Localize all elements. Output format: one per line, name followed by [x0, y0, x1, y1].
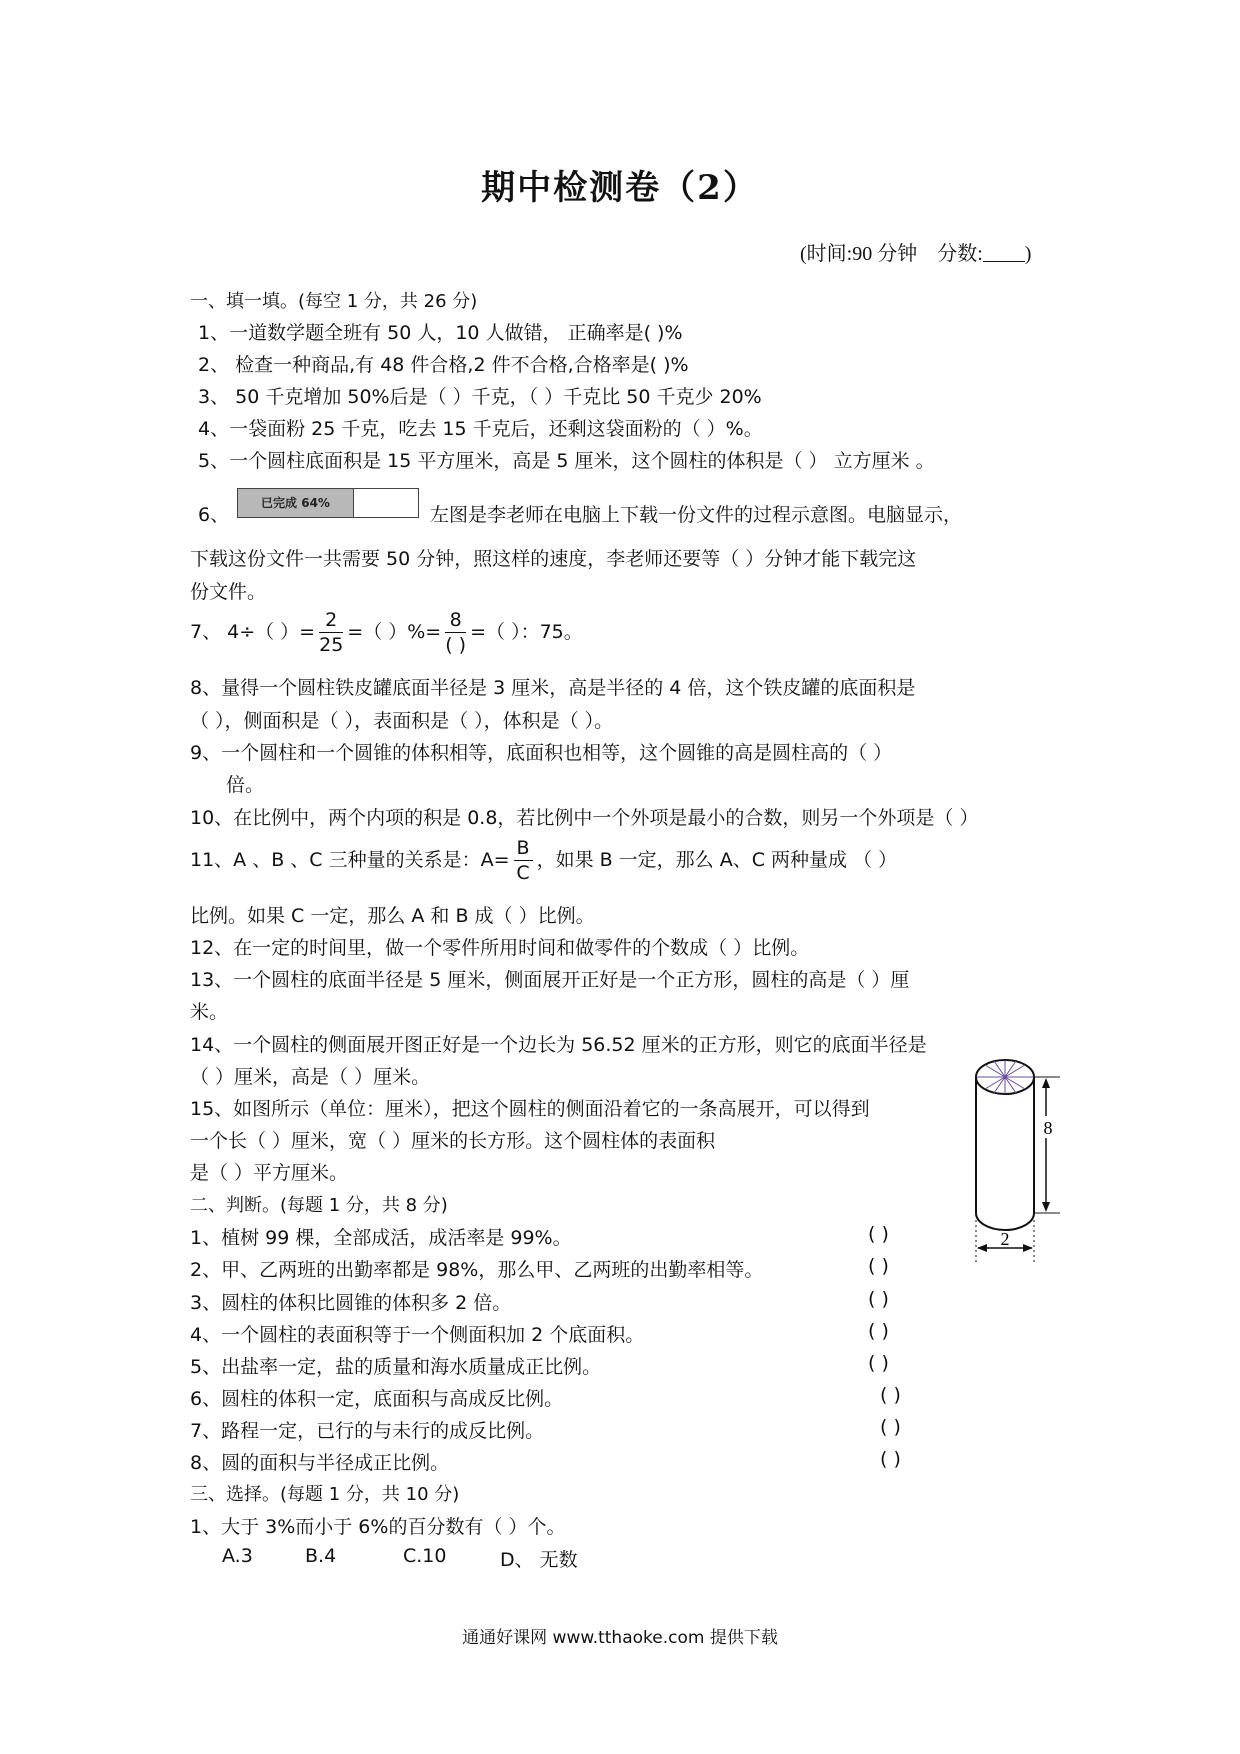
q1-14-line1: 14、一个圆柱的侧面展开图正好是一个边长为 56.52 厘米的正方形，则它的底面半径是: [190, 1034, 927, 1056]
cylinder-bottom: [976, 1213, 1034, 1230]
score-blank: [983, 243, 1025, 262]
q1-15-line2: 一个长（ ）厘米，宽（ ）厘米的长方形。这个圆柱体的表面积: [190, 1130, 716, 1152]
q1-7: [190, 608, 583, 657]
q1-6-line3: 份文件。: [190, 581, 267, 603]
q1-14-line2: （ ）厘米，高是（ ）厘米。: [190, 1066, 431, 1088]
fraction-8-blank: [445, 608, 466, 657]
score-label: 分数:: [937, 243, 983, 265]
judge-answer-blank[interactable]: ( ): [868, 1255, 889, 1277]
judge-item: 8、圆的面积与半径成正比例。: [190, 1452, 450, 1474]
q1-8-line2: （ ），侧面积是（ ），表面积是（ ），体积是（ ）。: [190, 710, 614, 732]
choice-option[interactable]: A.3: [222, 1545, 253, 1567]
footer-watermark: 通通好课网 www.tthaoke.com 提供下载: [462, 1628, 778, 1648]
diameter-label: 2: [1000, 1229, 1010, 1249]
judge-item: 6、圆柱的体积一定，底面积与高成反比例。: [190, 1388, 564, 1410]
q1-15-line1: 15、如图所示（单位：厘米），把这个圆柱的侧面沿着它的一条高展开，可以得到: [190, 1098, 870, 1120]
q1-7-part-c: =（ ）：75。: [470, 621, 583, 643]
q1-1: 1、一道数学题全班有 50 人，10 人做错， 正确率是( )%: [198, 322, 683, 344]
judge-answer-blank[interactable]: ( ): [880, 1384, 901, 1406]
q1-11-part-a: 11、A 、B 、C 三种量的关系是：A=: [190, 849, 510, 871]
judge-answer-blank[interactable]: ( ): [868, 1223, 889, 1245]
q1-6-line2: 下载这份文件一共需要 50 分钟，照这样的速度，李老师还要等（ ）分钟才能下载完这: [190, 548, 917, 570]
judge-answer-blank[interactable]: ( ): [868, 1352, 889, 1374]
choice-option[interactable]: B.4: [305, 1545, 337, 1567]
judge-item: 3、圆柱的体积比圆锥的体积多 2 倍。: [190, 1292, 512, 1314]
choice-option[interactable]: C.10: [403, 1545, 447, 1567]
fraction-numerator: 8: [445, 608, 466, 633]
judge-answer-blank[interactable]: ( ): [868, 1320, 889, 1342]
cylinder-figure: [960, 1050, 1070, 1270]
q1-3: 3、 50 千克增加 50%后是（ ）千克，（ ）千克比 50 千克少 20%: [198, 386, 762, 408]
q1-11-line2: 比例。如果 C 一定，那么 A 和 B 成（ ）比例。: [190, 905, 595, 927]
judge-answer-blank[interactable]: ( ): [880, 1448, 901, 1470]
q1-5: 5、一个圆柱底面积是 15 平方厘米，高是 5 厘米，这个圆柱的体积是（ ） 立方厘米 。: [198, 450, 935, 472]
download-progress-bar: [237, 488, 419, 518]
section3-header: 三、选择。(每题 1 分，共 10 分): [190, 1484, 460, 1505]
exam-meta: [800, 237, 1031, 266]
page-title: 期中检测卷（2）: [481, 168, 759, 208]
meta-close: ): [1024, 243, 1032, 265]
q1-12: 12、在一定的时间里，做一个零件所用时间和做零件的个数成（ ）比例。: [190, 937, 810, 959]
fraction-numerator: 2: [319, 608, 343, 633]
judge-item: 1、植树 99 棵，全部成活，成活率是 99%。: [190, 1227, 572, 1249]
judge-item: 4、一个圆柱的表面积等于一个侧面积加 2 个底面积。: [190, 1324, 645, 1346]
q1-15-line3: 是（ ）平方厘米。: [190, 1162, 349, 1184]
q1-7-part-b: =（ ）%=: [347, 621, 442, 643]
q1-9-line2: 倍。: [226, 774, 265, 796]
fraction-b-c: [514, 836, 533, 885]
fraction-denominator: 25: [319, 634, 344, 656]
q1-6-line1: 左图是李老师在电脑上下载一份文件的过程示意图。电脑显示，: [430, 504, 963, 526]
fraction-numerator: B: [514, 836, 533, 861]
q1-11-part-b: ，如果 B 一定，那么 A、C 两种量成 （ ）: [536, 849, 898, 871]
q1-13-line2: 米。: [190, 1001, 229, 1023]
fraction-denominator: C: [516, 862, 530, 884]
q1-11: [190, 836, 897, 885]
q1-9-line1: 9、一个圆柱和一个圆锥的体积相等，底面积也相等，这个圆锥的高是圆柱高的（ ）: [190, 742, 893, 764]
q1-4: 4、一袋面粉 25 千克，吃去 15 千克后，还剩这袋面粉的（ ）%。: [198, 418, 763, 440]
judge-item: 7、路程一定，已行的与未行的成反比例。: [190, 1420, 545, 1442]
time-limit: (时间:90 分钟: [800, 243, 918, 265]
section2-header: 二、判断。(每题 1 分，共 8 分): [190, 1195, 448, 1216]
fraction-denominator: ( ): [445, 634, 467, 656]
q1-2: 2、 检查一种商品,有 48 件合格,2 件不合格,合格率是( )%: [198, 354, 689, 376]
judge-answer-blank[interactable]: ( ): [880, 1416, 901, 1438]
judge-item: 2、甲、乙两班的出勤率都是 98%，那么甲、乙两班的出勤率相等。: [190, 1259, 764, 1281]
q1-8-line1: 8、量得一个圆柱铁皮罐底面半径是 3 厘米，高是半径的 4 倍，这个铁皮罐的底面积是: [190, 677, 916, 699]
judge-answer-blank[interactable]: ( ): [868, 1288, 889, 1310]
choice-option[interactable]: D、 无数: [500, 1549, 578, 1571]
q1-7-part-a: 7、 4÷（ ）=: [190, 621, 316, 643]
progress-label: 已完成 64%: [261, 496, 330, 510]
q3-1: 1、大于 3%而小于 6%的百分数有（ ）个。: [190, 1516, 566, 1538]
section1-header: 一、填一填。(每空 1 分，共 26 分): [190, 291, 478, 312]
fraction-2-25: [319, 608, 343, 657]
judge-item: 5、出盐率一定，盐的质量和海水质量成正比例。: [190, 1356, 602, 1378]
q1-6-number: 6、: [198, 504, 230, 526]
q1-10: 10、在比例中，两个内项的积是 0.8，若比例中一个外项是最小的合数，则另一个外项是（ ）: [190, 807, 979, 829]
q1-13-line1: 13、一个圆柱的底面半径是 5 厘米，侧面展开正好是一个正方形，圆柱的高是（ ）厘: [190, 969, 910, 991]
height-label: 8: [1043, 1118, 1053, 1138]
